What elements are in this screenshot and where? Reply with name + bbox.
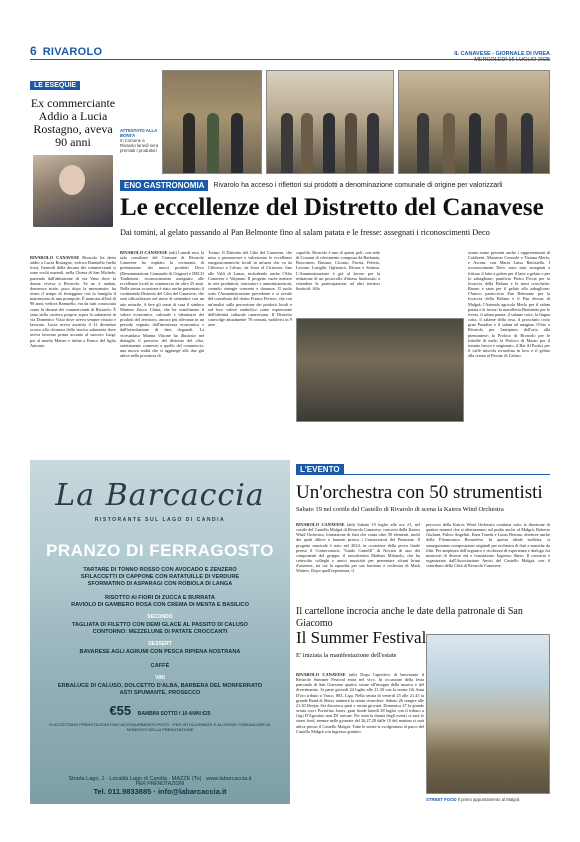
obituary-photo xyxy=(33,155,113,227)
article-column-2 xyxy=(208,250,292,327)
article-col3-text: capofila. Rivarolo è uno di questi poli, con sede di Comuni di riferimento composta da Barbania, Bosconero, Busano, Ciconio, Favria, Feletto, Levone, Lusigliè, Oglianico, Rivara e Salassa. L'Amministrazione è già al lavoro per la redazione di un protocollo d'intesa finalizzato a estendere la partecipazione ad altri territori limitrofi. Alla xyxy=(296,250,380,292)
award-photo-1 xyxy=(162,70,262,174)
article-column-4 xyxy=(468,250,550,358)
obituary-headline: Ex commerciante Addio a Lucia Rostagno, aveva 90 anni xyxy=(30,96,116,149)
page-number: 6 xyxy=(30,44,37,58)
event-column-1 xyxy=(296,522,420,574)
menu-item: CONTORNO: MEZZELUNE DI PATATE CROCCANTI xyxy=(92,629,228,636)
ad-secondo xyxy=(30,622,290,636)
street-caption-bold: STREET FOOD xyxy=(426,797,457,802)
menu-item: ASTI SPUMANTE, PROSECCO xyxy=(119,690,201,697)
ad-dessert: BAVARESE AGLI AGRUMI CON PESCA RIPIENA NOSTRANA xyxy=(79,649,241,656)
photo-caption-title: ATTESTATO ALLA BONTÀ xyxy=(120,128,158,138)
event-dateline: RIVAROLO CANAVESE xyxy=(296,522,345,527)
street-food-caption xyxy=(426,797,550,802)
summer-text: (ath) Dopo l'aperitivo di benvenuto il Rivarolo Summer Festival entra nel vivo. In occasione della festa patronale di San Giacomo quattro serate all'insegna della musica e del divertimento. Si parte giovedì 24 luglio alle 21.30 con la serata Gli Anni D'oro tributo a Vasco, 883, Liga. Nella serata di venerdì 25 alle 21.45 la grande Band di Sbirry animerà la serata rivarolese. Sabato 26 sempre alle 21.30 Deejay Set discoteca parti e serata giovani. Domenica 27 la grande serata con i Portofino Jones, gran finale lunedì 28 luglio con il tributo a Gigi D'Agostino non DJ tortone. Per tutta la durata degli eventi ci sarà lo street food, mentre nelle giornate del 26,27,28 dalle 10 del mattino si sarà attiva presso il Castello Malgrà. Tutte le serate si svolgeranno al parco del Castello Malgrà con ingresso gratuito. xyxy=(296,672,424,734)
event-column-2 xyxy=(426,522,550,568)
ad-price-note: BAMBINI SOTTO I 10 ANNI €25 xyxy=(137,711,211,718)
menu-item: TARTARE DI TONNO ROSSO CON AVOCADO E ZENZERO xyxy=(83,567,237,573)
section-title: RIVAROLO xyxy=(42,46,103,58)
obituary-text: Rivarolo ha detto addio a Lucia Rostagno, vedova Ramuello (nella foto), l'unerali della decana dei commercianti si sono svolti martedì, nella Chiesa di San Michele, partendo dall'abitazione di via Vano dove la donna viveva a Rivarolo. Se ne è andata, domenica notte, poco dopo la mezzanotte, ha avuto il tempo di festeggiare con la famiglia il matrimonio di una pronipote. È mancata all'età di 90 anni, vedova Ramuello, era da tutti conosciuta come la decana dei commercianti di Rivarolo. È stata nella carriera proprio sopra la salumeria in via Domenico Vizio dove aveva sempre vissuto e lavorato. Lucia aveva assistito il 31 dicembre scorso alla chiusura della storica salumeria dove aveva lavorato prima accanto al suocero Luigi, poi al marito Matteo e infine a Enrico del figlio Antonio. xyxy=(30,255,116,348)
photo-caption xyxy=(120,128,160,153)
ad-logo-sub: RISTORANTE SUL LAGO DI CANDIA xyxy=(94,517,226,523)
ad-caffe: CAFFÈ xyxy=(150,662,170,669)
street-caption-text: Il primo appuntamento al Malgrà xyxy=(457,797,520,802)
ad-tel-number: Tel. 011.9833885 · info@labarcaccia.it xyxy=(93,787,227,796)
restaurant-advertisement xyxy=(30,460,290,804)
event-headline: Un'orchestra con 50 strumentisti xyxy=(296,482,543,503)
article-headline: Le eccellenze del Distretto del Canavese xyxy=(120,194,544,221)
street-food-photo xyxy=(426,634,550,794)
masthead xyxy=(454,51,550,64)
award-photo-3 xyxy=(398,70,550,174)
summer-body xyxy=(296,672,424,734)
ad-antipasti xyxy=(30,567,290,589)
ad-tel-label: PER PRENOTAZIONI xyxy=(135,781,185,787)
event-subhead: Sabato 19 nel cortile del Castello di Rivarolo di scena la Kairos Wind Orchestra xyxy=(296,506,504,513)
article-column-3 xyxy=(296,250,380,291)
award-group-photo xyxy=(296,318,464,422)
ad-price xyxy=(30,703,290,718)
article-column-1 xyxy=(120,250,204,358)
article-col4-text: serata erano presenti anche i rappresentanti di Coldiretti, Massimo Ceresole e Tiziana Merlo, e Ascom, con Maria Luisa Battistella. I riconoscimenti Deco sono stati assegnati a fritturo il latte a gelato per il latte a gelato e per lo zabaglione; panificio Pietro Piccat per la focaccia della Befana e le mini cracchette; Buono e sano per il gelato allo zabaglione; l'Antico pasticceria Pan Belmonte per la focaccia della Befana e il Pan dessus di Malgrà; l'Azienda agricola Merlo per il salam patata e le fresse; la macelleria Bertinetto per le fresse, il salam patata, il salame cotto, la lingua cotta, il salame della rosa, il prosciutto cotto gran Paradiso e il salam ad unagina; l'Orto a Rivarolo per l'antipasto dell'orto alla piemontese; la Proloco di Rivarolo per le frittelle di mele; la Proloco di Mastri per il tomino fresco e stagionato, il Bar Al Portici per il caffè miscela rivarolina in loco e il gelato alla crema al Passito di Caluso. xyxy=(468,250,550,359)
ad-address: Strada Lago, 1 · Località Lago di Candia · MAZZÈ (To) · www.labarcaccia.it xyxy=(68,776,252,782)
event-col2-text: percorso della Kairos Wind Orchestra continua sotto la direzione di quattro maestri che si alterneranno sul podio anche al Malgrà: Roberto Giuliani, Fulvio Angelini, Enea Tonetti e Lucas Bertino, direttore anche della Filarmonica Rivarolese. In questa ideale staffetta, si susseguiranno composizioni originali per orchestra di fiati e musiche da film. Per ampiezza dell'organico e ricchezza di esperienza e dialogo fra musicisti di diverse età e formazione. Ingresso libero. Il concerto è organizzato dall'Associazione Amici del Castello Malgrà, con il contributo della Città di Rivarolo Canavese. xyxy=(426,522,550,569)
menu-item: ERBALUCE DI CALUSO, DOLCETTO D'ALBA, BARBERA DEL MONFERRATO xyxy=(57,682,263,689)
ad-vini-label: VINI xyxy=(155,674,165,681)
kicker-tag: ENO GASTRONOMIA xyxy=(120,180,208,191)
obituary-dateline: RIVAROLO CANAVESE xyxy=(30,255,80,260)
article-kicker xyxy=(120,180,550,191)
article-col2-text: Torino. Il Distretto del Cibo del Canavese, che mira a promuovere e valorizzare le eccellenze enogastronomiche locali in un'area che va da Chivasso a Caluso, da Ivrea al Ciriacese, fino alle Valli di Lanzo, includendo anche l'Alto Canavese e Volpiano. Il progetto vuole mettere in rete produttori, ristoratori e amministrazioni, creando sinergie concrete e durature. Il ruolo sotto l'Amministrazione precedente e si avvale del contributo del dottor Franco Ferrero, che con un'analisi sulla percezione dei prodotti locali e sul loro valore simbolico come espressione dell'identità culturale canavesana. Il Distretto coinvolge attualmente 78 comuni, suddivisi in 9 aree xyxy=(208,250,292,328)
ad-dessert-label: DESSERT xyxy=(148,641,172,648)
ad-notes: SI ACCETTANO PRENOTAZIONI FINO AD ESAURIMENTO POSTI · PER INTOLLERANZE E ALLERGIE COMUNICARE AL MOMENTO DELLA PRENOTAZIONE xyxy=(49,722,271,733)
ad-secondo-label: SECONDO xyxy=(147,614,173,621)
summer-kicker: Il cartellone incrocia anche le date della patronale di San Giacomo xyxy=(296,606,523,629)
event-tag: L'EVENTO xyxy=(296,464,344,475)
article-dateline: RIVAROLO CANAVESE xyxy=(120,250,168,255)
summer-dateline: RIVAROLO CANAVESE xyxy=(296,672,346,677)
paper-name: IL CANAVESE - GIORNALE DI IVREA xyxy=(454,51,550,57)
ad-price-value: €55 xyxy=(109,703,132,719)
event-divider xyxy=(296,474,550,475)
issue-date: MERCOLEDÌ 16 LUGLIO 2025 xyxy=(474,57,550,64)
obituary-tag: LE ESEQUIE xyxy=(30,81,80,90)
article-subhead: Dai tomini, al gelato passando al Pan Belmonte fino al salam patata e le fresse: assegnati i riconoscimenti Deco xyxy=(120,228,490,237)
menu-item: TAGLIATA DI FILETTO CON DEMI GLACE AL PASSITO DI CALUSO xyxy=(72,622,248,629)
award-photo-2 xyxy=(266,70,394,174)
menu-item: RISOTTO AI FIORI DI ZUCCA E BURRATA xyxy=(105,594,215,601)
obituary-box xyxy=(30,74,116,232)
event-col1-text: (ath) Sabato 19 luglio alle ore 21, nel cortile del Castello Malgrà di Rivarolo Canavese, concerto della Kairos Wind Orchestra, formazione di fiati che conta oltre 50 elementi, molti dei quali allievi o laureati presso i Conservatori del Piemonte. Il progetto musicale è nato nel 2024, in occasione della prova finale presso il Conservatorio "Guido Cantelli" di Novara di uno dei componenti del gruppo, il sassofonista Mathias Milanolo, che ha coinvolto colleghi e amici musicisti per presentare alcuni brani d'assieme, tra cui la rapsodia per sax baritono e orchestra di Mark Watters. Dopo quell'esperienza, il xyxy=(296,522,420,574)
article-col1-text: (ath) Lunedì sera, la sala consiliare del Comune di Rivarolo Canavese ha ospitato la cerimonia di premiazione dei nuovi prodotti Deco (Denominazione Comunale di Origine) e DECO Tradizione, riconoscimento assegnato alle eccellenze locali in commercio da oltre 25 anni. Nella stessa occasione è stato anche presentato il costituendo Distretto del Cibo del Canavese, che sarà ufficializzato nel mese di settembre con un atto notarile. A fare gli onori di casa il sindaco Martino Zucco Chinà, che ha sottolineato il valore economico, culturale e identitario dei prodotti del territorio, ancora più rilevante in un periodo segnato dall'incertezza economica e dall'introduzione di dazi doganali. La vicesindaca Marina Vittone ha illustrato nel dettaglio il percorso del distretto del cibo, strettamente connesso a quello del commercio: una nuova realtà che si aggiunge alle due già attive nella provincia di xyxy=(120,250,204,359)
obituary-body xyxy=(30,255,116,348)
menu-item: SFORMATINO DI ASPARAGI CON ROBIOLA DI LANGA xyxy=(87,581,233,588)
ad-telephone xyxy=(30,781,290,796)
summer-subhead: E' iniziata la manifestazione dell'estate xyxy=(296,652,397,659)
ad-vini xyxy=(30,683,290,697)
ad-logo: La Barcaccia xyxy=(55,478,265,513)
ad-title: PRANZO DI FERRAGOSTO xyxy=(46,541,274,560)
photo-caption-text: In Comune a Rivarolo lunedì sera premiati i produttori xyxy=(120,138,159,153)
kicker-text: Rivarolo ha acceso i riflettori sui prodotti a denominazione comunale di origine per valorizzarli xyxy=(213,182,503,189)
ad-primi xyxy=(30,595,290,609)
menu-item: RAVIOLO DI GAMBERO ROSA CON CREMA DI MENTA E BASILICO xyxy=(71,601,249,608)
page-header xyxy=(30,44,550,64)
menu-item: SFILACCETTI DI CAPPONE CON RATATUILLE DI VERDURE xyxy=(80,574,240,581)
summer-headline: Il Summer Festival xyxy=(296,628,427,647)
